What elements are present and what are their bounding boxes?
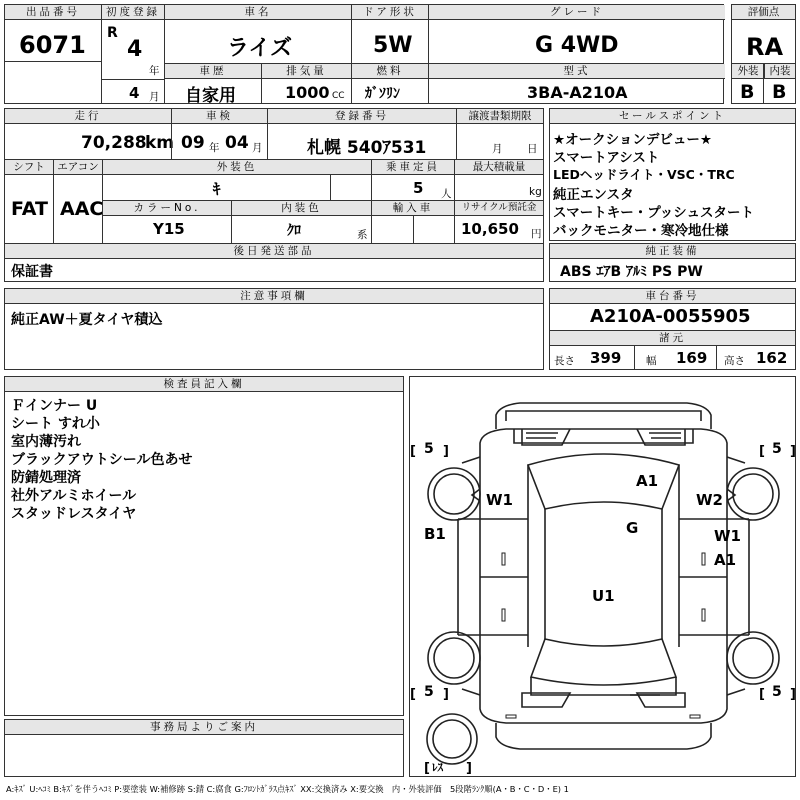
- sales-point-item: スマートアシスト: [553, 150, 660, 166]
- sales-point-item: スマートキー・プッシュスタート: [553, 205, 755, 221]
- inspection-label: 車検: [172, 109, 267, 124]
- displacement-label: 排気量: [262, 64, 351, 79]
- capacity: 5: [413, 179, 424, 197]
- car-name-label: 車名: [165, 5, 351, 20]
- sales-point-item: LEDヘッドライト・VSC・TRC: [553, 167, 735, 182]
- first-reg-year-unit: 年: [149, 65, 160, 77]
- height-label: 高さ: [724, 355, 745, 367]
- exterior-score: B: [740, 81, 755, 103]
- details-block: [4, 108, 544, 282]
- svg-text:[: [: [410, 687, 416, 702]
- first-reg-label: 初度登録: [102, 5, 164, 20]
- displacement: 1000: [285, 83, 330, 102]
- inspector-line: 防錆処理済: [11, 470, 81, 486]
- color-no: Y15: [153, 220, 185, 238]
- fuel: ｶﾞｿﾘﾝ: [365, 86, 400, 102]
- mark-a1-hood: A1: [636, 472, 659, 490]
- mileage: 70,288: [81, 133, 147, 153]
- int-color: ｸﾛ: [287, 223, 301, 239]
- sales-point-item: 純正エンスタ: [553, 187, 634, 203]
- history-label: 車歴: [165, 64, 261, 79]
- svg-text:]: ]: [790, 687, 796, 702]
- later-parts: 保証書: [11, 264, 53, 280]
- plate-number: 札幌 540ｱ531: [307, 138, 427, 158]
- inspector-line: 社外アルミホイール: [11, 488, 137, 504]
- int-color-unit: 系: [357, 229, 368, 241]
- equipment-label: 純正装備: [550, 244, 795, 259]
- notes-block: [4, 288, 544, 370]
- length: 399: [590, 349, 622, 367]
- mileage-label: 走行: [5, 109, 171, 124]
- fuel-label: 燃料: [352, 64, 428, 79]
- recycle: 10,650: [461, 220, 519, 238]
- exterior-score-label: 外装: [732, 64, 764, 79]
- model-label: 型式: [429, 64, 725, 79]
- model-code: 3BA-A210A: [527, 83, 628, 102]
- width-label: 幅: [646, 355, 657, 367]
- svg-text:[: [: [759, 444, 765, 459]
- height: 162: [756, 349, 788, 367]
- svg-text:[: [: [424, 761, 430, 776]
- damage-legend: A:ｷｽﾞ U:ﾍｺﾐ B:ｷｽﾞを伴うﾍｺﾐ P:要塗装 W:補修跡 S:錆 C:腐食 G:ﾌﾛﾝﾄｶﾞﾗｽ点ｷｽﾞ XX:交換済み X:要交換 内・外装評価 5段階ﾗﾝｸ順(A・B・C・D・E) 1: [6, 784, 569, 794]
- chassis-number: A210A-0055905: [590, 306, 751, 327]
- car-outline-drawing: [410, 377, 797, 778]
- mileage-unit: km: [145, 133, 175, 153]
- equipment: ABS ｴｱB ｱﾙﾐ PS PW: [560, 264, 703, 280]
- int-color-label: 内装色: [232, 201, 371, 216]
- grade: G 4WD: [535, 33, 619, 58]
- score-label: 評価点: [732, 5, 795, 20]
- tire-rear-left: 5: [424, 684, 434, 700]
- first-reg-month: 4: [129, 84, 140, 102]
- transfer-day-unit: 日: [527, 143, 538, 155]
- displacement-unit: CC: [332, 91, 345, 101]
- score: RA: [746, 33, 784, 61]
- inspector-label: 検査員記入欄: [5, 377, 403, 392]
- mark-w1-left: W1: [486, 491, 513, 509]
- color-no-label: カラーNo.: [103, 201, 231, 216]
- chassis-block: [549, 288, 796, 370]
- length-label: 長さ: [554, 355, 575, 367]
- header-block: [4, 4, 724, 104]
- ext-color: ｷ: [213, 180, 221, 198]
- first-reg-month-unit: 月: [149, 91, 160, 103]
- lot-number: 6071: [19, 31, 86, 59]
- svg-text:[: [: [410, 444, 416, 459]
- recycle-unit: 円: [531, 228, 542, 240]
- inspection-year: 09: [181, 133, 205, 153]
- tire-rear-right: 5: [772, 684, 782, 700]
- recycle-label: リサイクル預託金: [455, 201, 543, 216]
- mark-w2-right: W2: [696, 491, 723, 509]
- notes-label: 注意事項欄: [5, 289, 543, 304]
- lot-label: 出品番号: [5, 5, 101, 20]
- inspector-line: シート すれ小: [11, 416, 100, 432]
- max-load-unit: kg: [529, 186, 542, 198]
- aircon-label: エアコン: [54, 160, 102, 175]
- interior-score-label: 内装: [764, 64, 795, 79]
- mark-b1: B1: [424, 525, 446, 543]
- mark-a1-right: A1: [714, 551, 737, 569]
- capacity-unit: 人: [441, 188, 452, 200]
- specs-label: 諸元: [550, 331, 795, 346]
- import-label: 輸入車: [372, 201, 454, 216]
- inspection-year-unit: 年: [209, 142, 220, 154]
- history: 自家用: [185, 86, 236, 106]
- sales-point-item: バックモニター・寒冷地仕様: [553, 223, 729, 239]
- max-load-label: 最大積載量: [455, 160, 543, 175]
- score-block: [731, 4, 796, 104]
- door-type: 5W: [373, 33, 413, 58]
- car-diagram: [409, 376, 796, 777]
- plate-label: 登録番号: [268, 109, 456, 124]
- svg-text:]: ]: [443, 687, 449, 702]
- tire-front-left: 5: [424, 441, 434, 457]
- first-reg-year: 4: [127, 37, 143, 62]
- grade-label: グレード: [429, 5, 725, 20]
- mark-u1: U1: [592, 587, 615, 605]
- first-reg-era: R: [107, 25, 118, 41]
- inspector-line: スタッドレスタイヤ: [11, 506, 137, 522]
- notes: 純正AW＋夏タイヤ積込: [11, 312, 163, 328]
- inspector-line: ブラックアウトシール色あせ: [11, 452, 193, 468]
- inspection-month: 04: [225, 133, 249, 153]
- transfer-label: 譲渡書類期限: [457, 109, 543, 124]
- aircon: AAC: [60, 198, 104, 220]
- svg-text:]: ]: [790, 444, 796, 459]
- later-parts-label: 後日発送部品: [5, 244, 543, 259]
- inspector-line: 室内薄汚れ: [11, 434, 81, 450]
- sales-points-label: セールスポイント: [550, 109, 795, 124]
- door-label: ドア形状: [352, 5, 428, 20]
- chassis-label: 車台番号: [550, 289, 795, 304]
- office-block: [4, 719, 404, 777]
- equipment-block: [549, 243, 796, 282]
- mark-w1-right: W1: [714, 527, 741, 545]
- inspector-block: [4, 376, 404, 716]
- inspector-line: Ｆインナー U: [11, 398, 98, 414]
- shift-label: シフト: [5, 160, 53, 175]
- tire-front-right: 5: [772, 441, 782, 457]
- transfer-month-unit: 月: [492, 143, 503, 155]
- capacity-label: 乗車定員: [372, 160, 454, 175]
- inspection-month-unit: 月: [252, 142, 263, 154]
- mark-g: G: [626, 519, 639, 537]
- shift: FAT: [11, 198, 48, 220]
- spare-tire: ﾚｽ: [432, 761, 443, 774]
- car-name: ライズ: [227, 36, 293, 61]
- width: 169: [676, 349, 708, 367]
- interior-score: B: [772, 81, 787, 103]
- svg-text:[: [: [759, 687, 765, 702]
- svg-text:]: ]: [443, 444, 449, 459]
- sales-points-block: [549, 108, 796, 241]
- office-label: 事務局よりご案内: [5, 720, 403, 735]
- ext-color-label: 外装色: [103, 160, 371, 175]
- sales-point-item: ★オークションデビュー★: [553, 132, 712, 148]
- svg-text:]: ]: [466, 761, 472, 776]
